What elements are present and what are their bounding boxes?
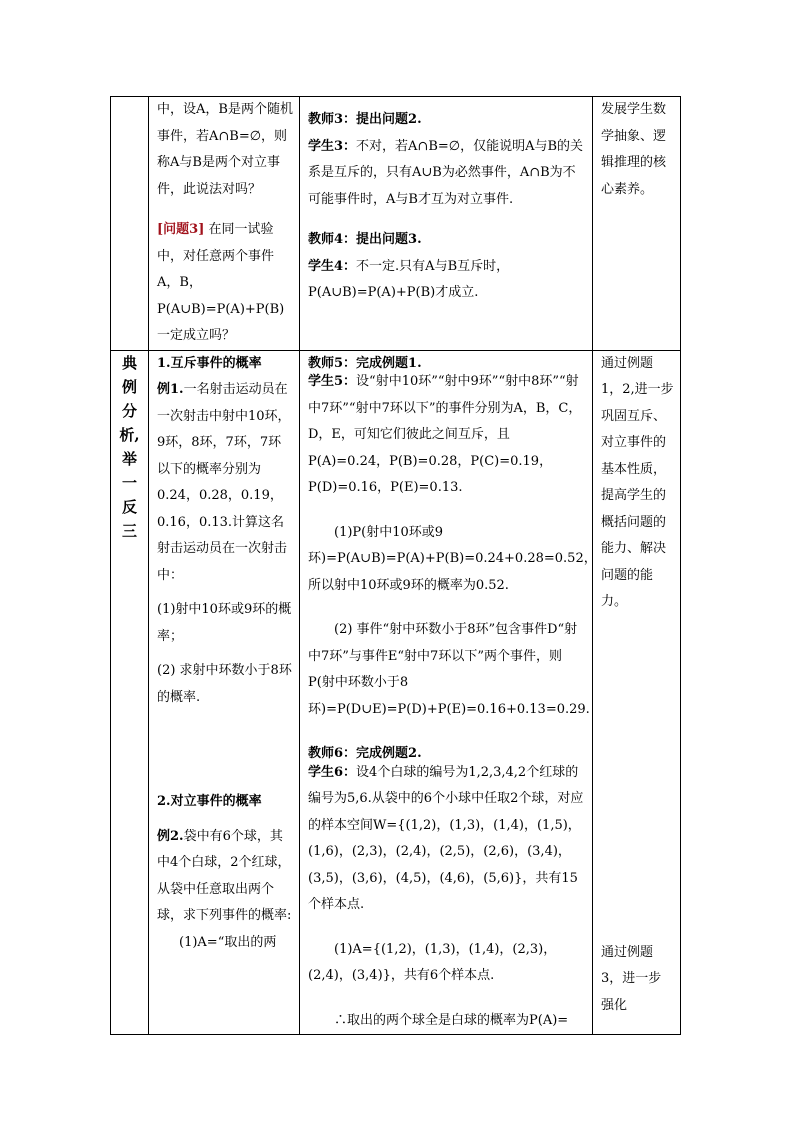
category-char: 典 — [121, 353, 137, 372]
category-char: 三 — [121, 521, 137, 540]
goal-2-text: 通过例题3，进一步强化 — [601, 944, 662, 1013]
goal-1-text: 通过例题1，2,进一步巩固互斥、对立事件的基本性质，提高学生的概括问题的能力、解决问题的能力。 — [601, 355, 674, 609]
section-2-title: 2.对立事件的概率 — [157, 794, 262, 809]
question-3 — [157, 217, 293, 350]
example-2 — [157, 824, 293, 930]
category-char: 举 — [121, 449, 137, 468]
question-3-text: 在同一试验中，对任意两个事件A，B，P(A∪B)=P(A)+P(B)一定成立吗？ — [157, 222, 285, 343]
example-1-label: 例1. — [157, 382, 184, 397]
example-1 — [157, 377, 293, 589]
solution-1-part-2: (2) 事件“射中环数小于8环”包含事件D“射中7环”与事件E“射中7环以下”两个事件，则P(射中环数小于8环)=P(D∪E)=P(D)+P(E)=0.16+0.13=0.29. — [308, 622, 590, 717]
table-row — [111, 350, 681, 1035]
category-cell — [111, 350, 149, 1035]
student-6-label: 学生6： — [308, 764, 357, 780]
student-3 — [308, 134, 588, 214]
teacher-6: 教师6：完成例题2. — [308, 746, 422, 761]
solution-2-part-1: (1)A={(1,2)，(1,3)，(1,4)，(2,3)，(2,4)，(3,4)}，共有6个样本点. — [308, 941, 557, 983]
teacher-5: 教师5：完成例题1. — [308, 355, 422, 371]
category-cell-empty — [111, 97, 149, 351]
category-char: 反 — [121, 497, 137, 516]
category-label — [111, 351, 148, 543]
category-char: 一 — [121, 473, 137, 492]
example-1-question-2: (2) 求射中环数小于8环的概率. — [157, 663, 292, 705]
teacher-4: 教师4：提出问题3. — [308, 232, 422, 247]
question-text: 中，设A，B是两个随机事件，若A∩B=∅，则称A与B是两个对立事件，此说法对吗？ — [157, 102, 293, 197]
section-1-title: 1.互斥事件的概率 — [157, 355, 262, 371]
example-1-question-1: (1)射中10环或9环的概率； — [157, 602, 292, 644]
teacher-3: 教师3：提出问题2. — [308, 112, 422, 127]
example-2-question-1: (1)A=“取出的两 — [179, 934, 277, 950]
example-cell — [149, 350, 300, 1035]
student-6 — [308, 760, 588, 919]
activity-cell — [300, 350, 597, 1035]
example-1-text: 一名射击运动员在一次射击中射中10环，9环，8环，7环，7环以下的概率分别为0.24，0.28，0.19，0.16，0.13.计算这名射击运动员在一次射击中： — [157, 382, 291, 583]
example-2-label: 例2. — [157, 828, 184, 844]
example-2-text: 袋中有6个球，其中4个白球，2个红球，从袋中任意取出两个球，求下列事件的概率: — [157, 828, 292, 923]
category-char: 分 — [121, 401, 137, 420]
student-5-label: 学生5： — [308, 374, 357, 389]
student-6-text: 设4个白球的编号为1,2,3,4,2个红球的编号为5,6.从袋中的6个小球中任取2个球，对应的样本空间W={(1,2)，(1,3)，(1,4)，(1,5)，(1,6)，(2,3)，(2,4)，(2,5)，(2,6)，(3,4)，(3,5)，(3,6)，(4,5)，(4,6)，(5,6)}，共有15个样本点. — [308, 764, 584, 912]
category-char: 析, — [119, 425, 140, 444]
student-4-label: 学生4： — [308, 258, 357, 274]
student-5-text: 设“射中10环”“射中9环”“射中8环”“射中7环”“射中7环以下”的事件分别为A，B，C，D，E，可知它们彼此之间互斥，且P(A)=0.24，P(B)=0.28，P(C)=0.19，P(D)=0.16，P(E)=0.13. — [308, 374, 582, 495]
category-char: 例 — [121, 377, 137, 396]
question-3-tag: [问题3] — [157, 222, 205, 237]
question-cell — [149, 97, 300, 351]
lesson-plan-table — [110, 96, 681, 1035]
student-3-label: 学生3： — [308, 138, 357, 154]
student-4 — [308, 254, 588, 307]
student-4-text: 不一定.只有A与B互斥时，P(A∪B)=P(A)+P(B)才成立. — [308, 258, 510, 300]
solution-2-part-2: ∴取出的两个球全是白球的概率为P(A)= — [334, 1012, 569, 1028]
goal-cell — [593, 97, 681, 351]
solution-1-part-1: (1)P(射中10环或9环)=P(A∪B)=P(A)+P(B)=0.24+0.28=0.52，所以射中10环或9环的概率为0.52. — [308, 524, 597, 593]
student-5 — [308, 369, 588, 502]
goal-cell — [593, 350, 681, 1035]
activity-cell — [300, 97, 593, 351]
student-3-text: 不对，若A∩B=∅，仅能说明A与B的关系是互斥的，只有A∪B为必然事件，A∩B为不可能事件时，A与B才互为对立事件. — [308, 138, 584, 207]
goal-text: 发展学生数学抽象、逻辑推理的核心素养。 — [601, 102, 667, 197]
table-row — [111, 97, 681, 351]
